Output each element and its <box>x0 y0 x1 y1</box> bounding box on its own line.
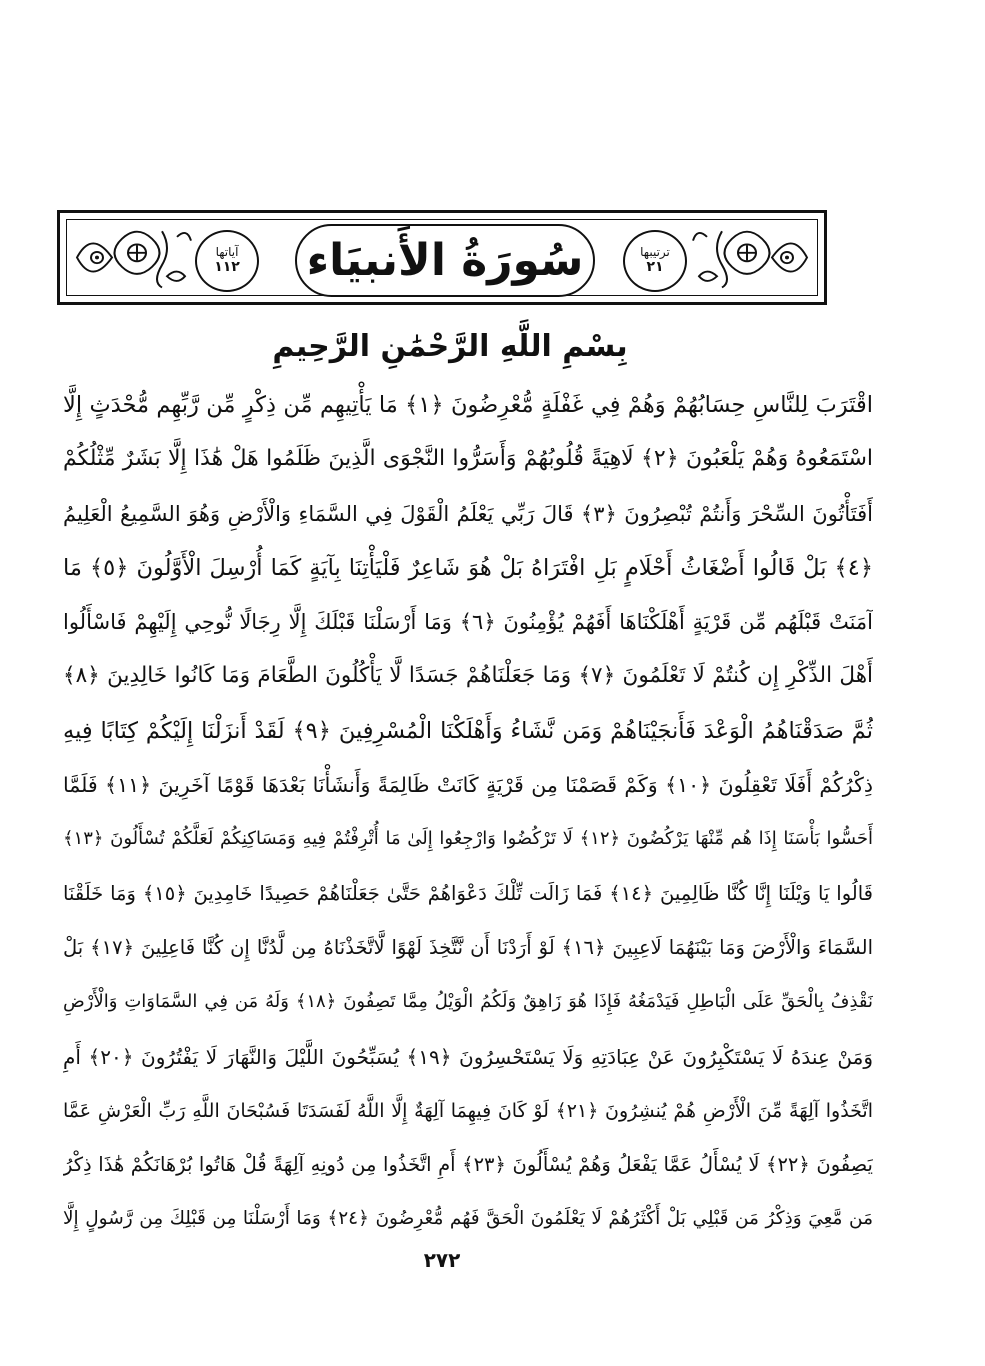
surah-title-cartouche <box>295 224 595 297</box>
surah-order-label: ترتيبها <box>640 245 670 259</box>
text-line: السَّمَاءَ وَالْأَرْضَ وَمَا بَيْنَهُمَا لَاعِبِينَ ﴿١٦﴾ لَوْ أَرَدْنَا أَن نَّتَّخِذَ لَهْوًا لَّاتَّخَذْنَاهُ مِن لَّدُنَّا إِن كُنَّا فَاعِلِينَ ﴿١٧﴾ بَلْ <box>63 935 873 959</box>
surah-order-medallion <box>623 230 687 292</box>
text-line: اقْتَرَبَ لِلنَّاسِ حِسَابُهُمْ وَهُمْ فِي غَفْلَةٍ مُّعْرِضُونَ ﴿١﴾ مَا يَأْتِيهِم مِّن ذِكْرٍ مِّن رَّبِّهِم مُّحْدَثٍ إِلَّا <box>63 392 873 418</box>
verse-text-block <box>63 378 873 1247</box>
text-line: أَهْلَ الذِّكْرِ إِن كُنتُمْ لَا تَعْلَمُونَ ﴿٧﴾ وَمَا جَعَلْنَاهُمْ جَسَدًا لَّا يَأْكُلُونَ الطَّعَامَ وَمَا كَانُوا خَالِدِينَ ﴿٨﴾ <box>63 663 873 689</box>
text-line: نَقْذِفُ بِالْحَقِّ عَلَى الْبَاطِلِ فَيَدْمَغُهُ فَإِذَا هُوَ زَاهِقٌ وَلَكُمُ الْوَيْلُ مِمَّا تَصِفُونَ ﴿١٨﴾ وَلَهُ مَن فِي السَّمَاوَاتِ وَالْأَرْضِ <box>63 991 873 1013</box>
surah-ayat-label: آياتها <box>215 245 239 259</box>
surah-header-banner <box>57 210 827 305</box>
surah-ayat-value: ١١٢ <box>214 259 240 276</box>
page-number: ٢٧٢ <box>423 1248 461 1272</box>
surah-title: سُورَةُ الأَنبيَاء <box>306 234 584 286</box>
text-line: وَمَنْ عِندَهُ لَا يَسْتَكْبِرُونَ عَنْ عِبَادَتِهِ وَلَا يَسْتَحْسِرُونَ ﴿١٩﴾ يُسَبِّحُونَ اللَّيْلَ وَالنَّهَارَ لَا يَفْتُرُونَ ﴿٢٠﴾ أَمِ <box>63 1044 873 1069</box>
text-line: مَن مَّعِيَ وَذِكْرُ مَن قَبْلِي بَلْ أَكْثَرُهُمْ لَا يَعْلَمُونَ الْحَقَّ فَهُم مُّعْرِضُونَ ﴿٢٤﴾ وَمَا أَرْسَلْنَا مِن قَبْلِكَ مِن رَّسُولٍ إِلَّا <box>63 1208 873 1230</box>
text-line: آمَنَتْ قَبْلَهُم مِّن قَرْيَةٍ أَهْلَكْنَاهَا أَفَهُمْ يُؤْمِنُونَ ﴿٦﴾ وَمَا أَرْسَلْنَا قَبْلَكَ إِلَّا رِجَالًا نُّوحِي إِلَيْهِمْ فَاسْأَلُوا <box>63 610 873 635</box>
text-line: اتَّخَذُوا آلِهَةً مِّنَ الْأَرْضِ هُمْ يُنشِرُونَ ﴿٢١﴾ لَوْ كَانَ فِيهِمَا آلِهَةٌ إِلَّا اللَّهُ لَفَسَدَتَا فَسُبْحَانَ اللَّهِ رَبِّ الْعَرْشِ عَمَّا <box>63 1099 873 1122</box>
banner-inner-frame <box>66 219 818 296</box>
text-line: ﴿٤﴾ بَلْ قَالُوا أَضْغَاثُ أَحْلَامٍ بَلِ افْتَرَاهُ بَلْ هُوَ شَاعِرٌ فَلْيَأْتِنَا بِآيَةٍ كَمَا أُرْسِلَ الْأَوَّلُونَ ﴿٥﴾ مَا <box>63 554 873 581</box>
text-line: أَفَتَأْتُونَ السِّحْرَ وَأَنتُمْ تُبْصِرُونَ ﴿٣﴾ قَالَ رَبِّي يَعْلَمُ الْقَوْلَ فِي السَّمَاءِ وَالْأَرْضِ وَهُوَ السَّمِيعُ الْعَلِيمُ <box>63 501 873 526</box>
text-line: اسْتَمَعُوهُ وَهُمْ يَلْعَبُونَ ﴿٢﴾ لَاهِيَةً قُلُوبُهُمْ وَأَسَرُّوا النَّجْوَى الَّذِينَ ظَلَمُوا هَلْ هَٰذَا إِلَّا بَشَرٌ مِّثْلُكُمْ <box>63 446 873 472</box>
surah-order-value: ٢١ <box>646 259 664 276</box>
text-line: ثُمَّ صَدَقْنَاهُمُ الْوَعْدَ فَأَنجَيْنَاهُمْ وَمَن نَّشَاءُ وَأَهْلَكْنَا الْمُسْرِفِينَ ﴿٩﴾ لَقَدْ أَنزَلْنَا إِلَيْكُمْ كِتَابًا فِيهِ <box>63 717 873 744</box>
text-line: ذِكْرُكُمْ أَفَلَا تَعْقِلُونَ ﴿١٠﴾ وَكَمْ قَصَمْنَا مِن قَرْيَةٍ كَانَتْ ظَالِمَةً وَأَنشَأْنَا بَعْدَهَا قَوْمًا آخَرِينَ ﴿١١﴾ فَلَمَّا <box>63 773 873 798</box>
text-line: أَحَسُّوا بَأْسَنَا إِذَا هُم مِّنْهَا يَرْكُضُونَ ﴿١٢﴾ لَا تَرْكُضُوا وَارْجِعُوا إِلَىٰ مَا أُتْرِفْتُمْ فِيهِ وَمَسَاكِنِكُمْ لَعَلَّكُمْ تُسْأَلُونَ ﴿١٣﴾ <box>63 828 873 850</box>
surah-ayat-count-medallion <box>195 230 259 292</box>
basmala: بِسْمِ اللَّهِ الرَّحْمَٰنِ الرَّحِيمِ <box>272 329 628 364</box>
text-line: قَالُوا يَا وَيْلَنَا إِنَّا كُنَّا ظَالِمِينَ ﴿١٤﴾ فَمَا زَالَت تِّلْكَ دَعْوَاهُمْ حَتَّىٰ جَعَلْنَاهُمْ حَصِيدًا خَامِدِينَ ﴿١٥﴾ وَمَا خَلَقْنَا <box>63 881 873 905</box>
text-line: يَصِفُونَ ﴿٢٢﴾ لَا يُسْأَلُ عَمَّا يَفْعَلُ وَهُمْ يُسْأَلُونَ ﴿٢٣﴾ أَمِ اتَّخَذُوا مِن دُونِهِ آلِهَةً قُلْ هَاتُوا بُرْهَانَكُمْ هَٰذَا ذِكْرُ <box>63 1153 873 1177</box>
